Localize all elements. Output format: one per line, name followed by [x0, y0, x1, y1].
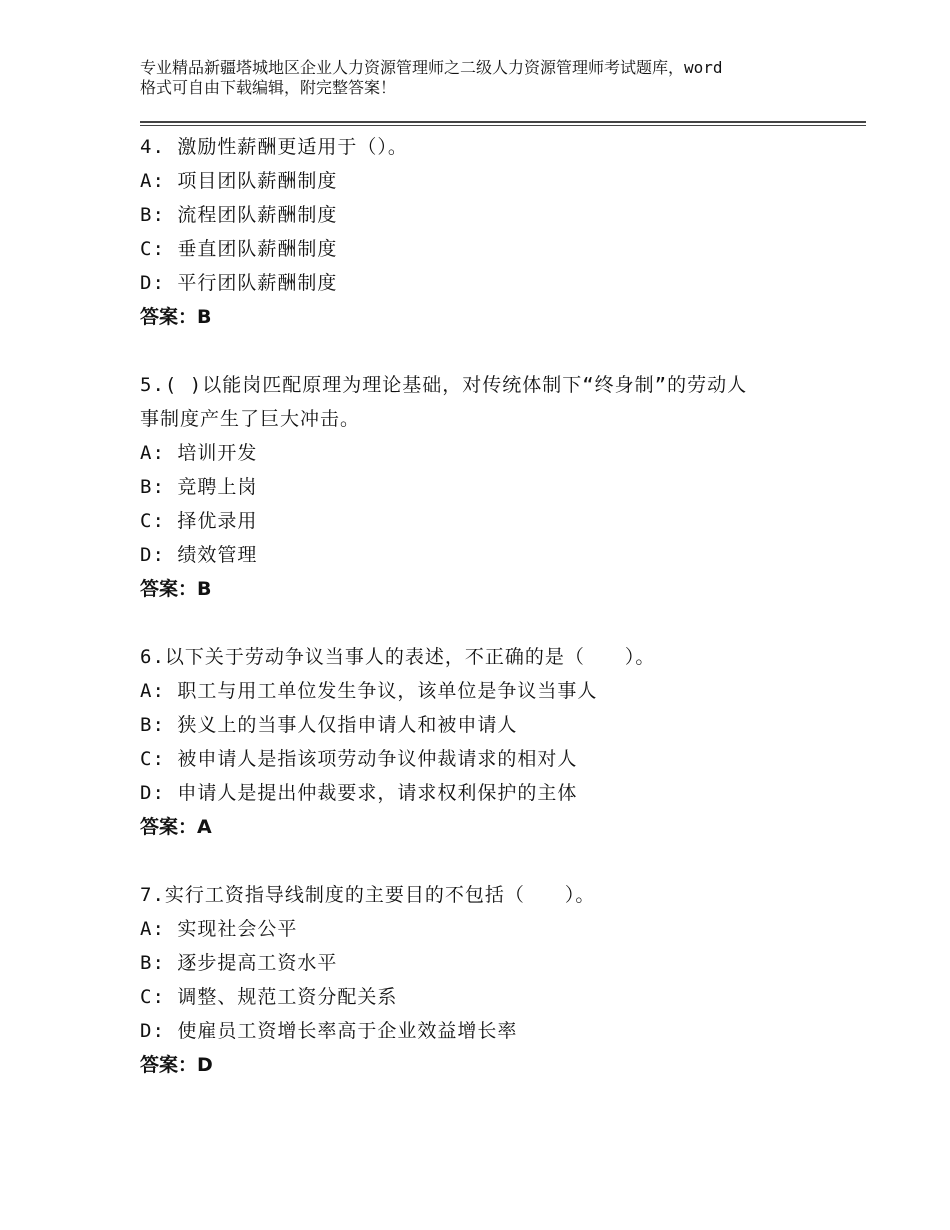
question-stem: 5.( )以能岗匹配原理为理论基础，对传统体制下“终身制”的劳动人 — [140, 374, 748, 396]
answer-label: 答案：A — [140, 816, 212, 838]
option-d: D: 平行团队薪酬制度 — [140, 272, 338, 294]
option-c: C: 择优录用 — [140, 510, 258, 532]
answer-label: 答案：D — [140, 1054, 213, 1076]
option-a: A: 项目团队薪酬制度 — [140, 170, 338, 192]
document-header — [140, 58, 840, 98]
option-c: C: 垂直团队薪酬制度 — [140, 238, 338, 260]
option-b: B: 竞聘上岗 — [140, 476, 258, 498]
answer-label: 答案：B — [140, 306, 212, 328]
question-stem: 7.实行工资指导线制度的主要目的不包括（ ）。 — [140, 884, 596, 906]
option-a: A: 培训开发 — [140, 442, 258, 464]
option-a: A: 实现社会公平 — [140, 918, 298, 940]
question-stem: 4. 激励性薪酬更适用于（）。 — [140, 136, 408, 158]
header-rule-thin — [140, 125, 866, 126]
header-line-2: 格式可自由下载编辑，附完整答案！ — [140, 78, 397, 97]
option-a: A: 职工与用工单位发生争议，该单位是争议当事人 — [140, 680, 598, 702]
question-5 — [140, 368, 860, 606]
question-stem: 6.以下关于劳动争议当事人的表述，不正确的是（ ）。 — [140, 646, 656, 668]
question-4 — [140, 130, 860, 334]
option-b: B: 逐步提高工资水平 — [140, 952, 338, 974]
option-d: D: 使雇员工资增长率高于企业效益增长率 — [140, 1020, 518, 1042]
option-c: C: 被申请人是指该项劳动争议仲裁请求的相对人 — [140, 748, 578, 770]
option-d: D: 申请人是提出仲裁要求，请求权利保护的主体 — [140, 782, 578, 804]
option-b: B: 狭义上的当事人仅指申请人和被申请人 — [140, 714, 518, 736]
answer-label: 答案：B — [140, 578, 212, 600]
question-7 — [140, 878, 860, 1082]
option-c: C: 调整、规范工资分配关系 — [140, 986, 398, 1008]
question-6 — [140, 640, 860, 844]
question-list — [140, 130, 860, 1116]
question-stem-continued: 事制度产生了巨大冲击。 — [140, 408, 361, 430]
option-b: B: 流程团队薪酬制度 — [140, 204, 338, 226]
header-line-1: 专业精品新疆塔城地区企业人力资源管理师之二级人力资源管理师考试题库，word — [140, 58, 723, 77]
option-d: D: 绩效管理 — [140, 544, 258, 566]
header-rule-thick — [140, 121, 866, 123]
